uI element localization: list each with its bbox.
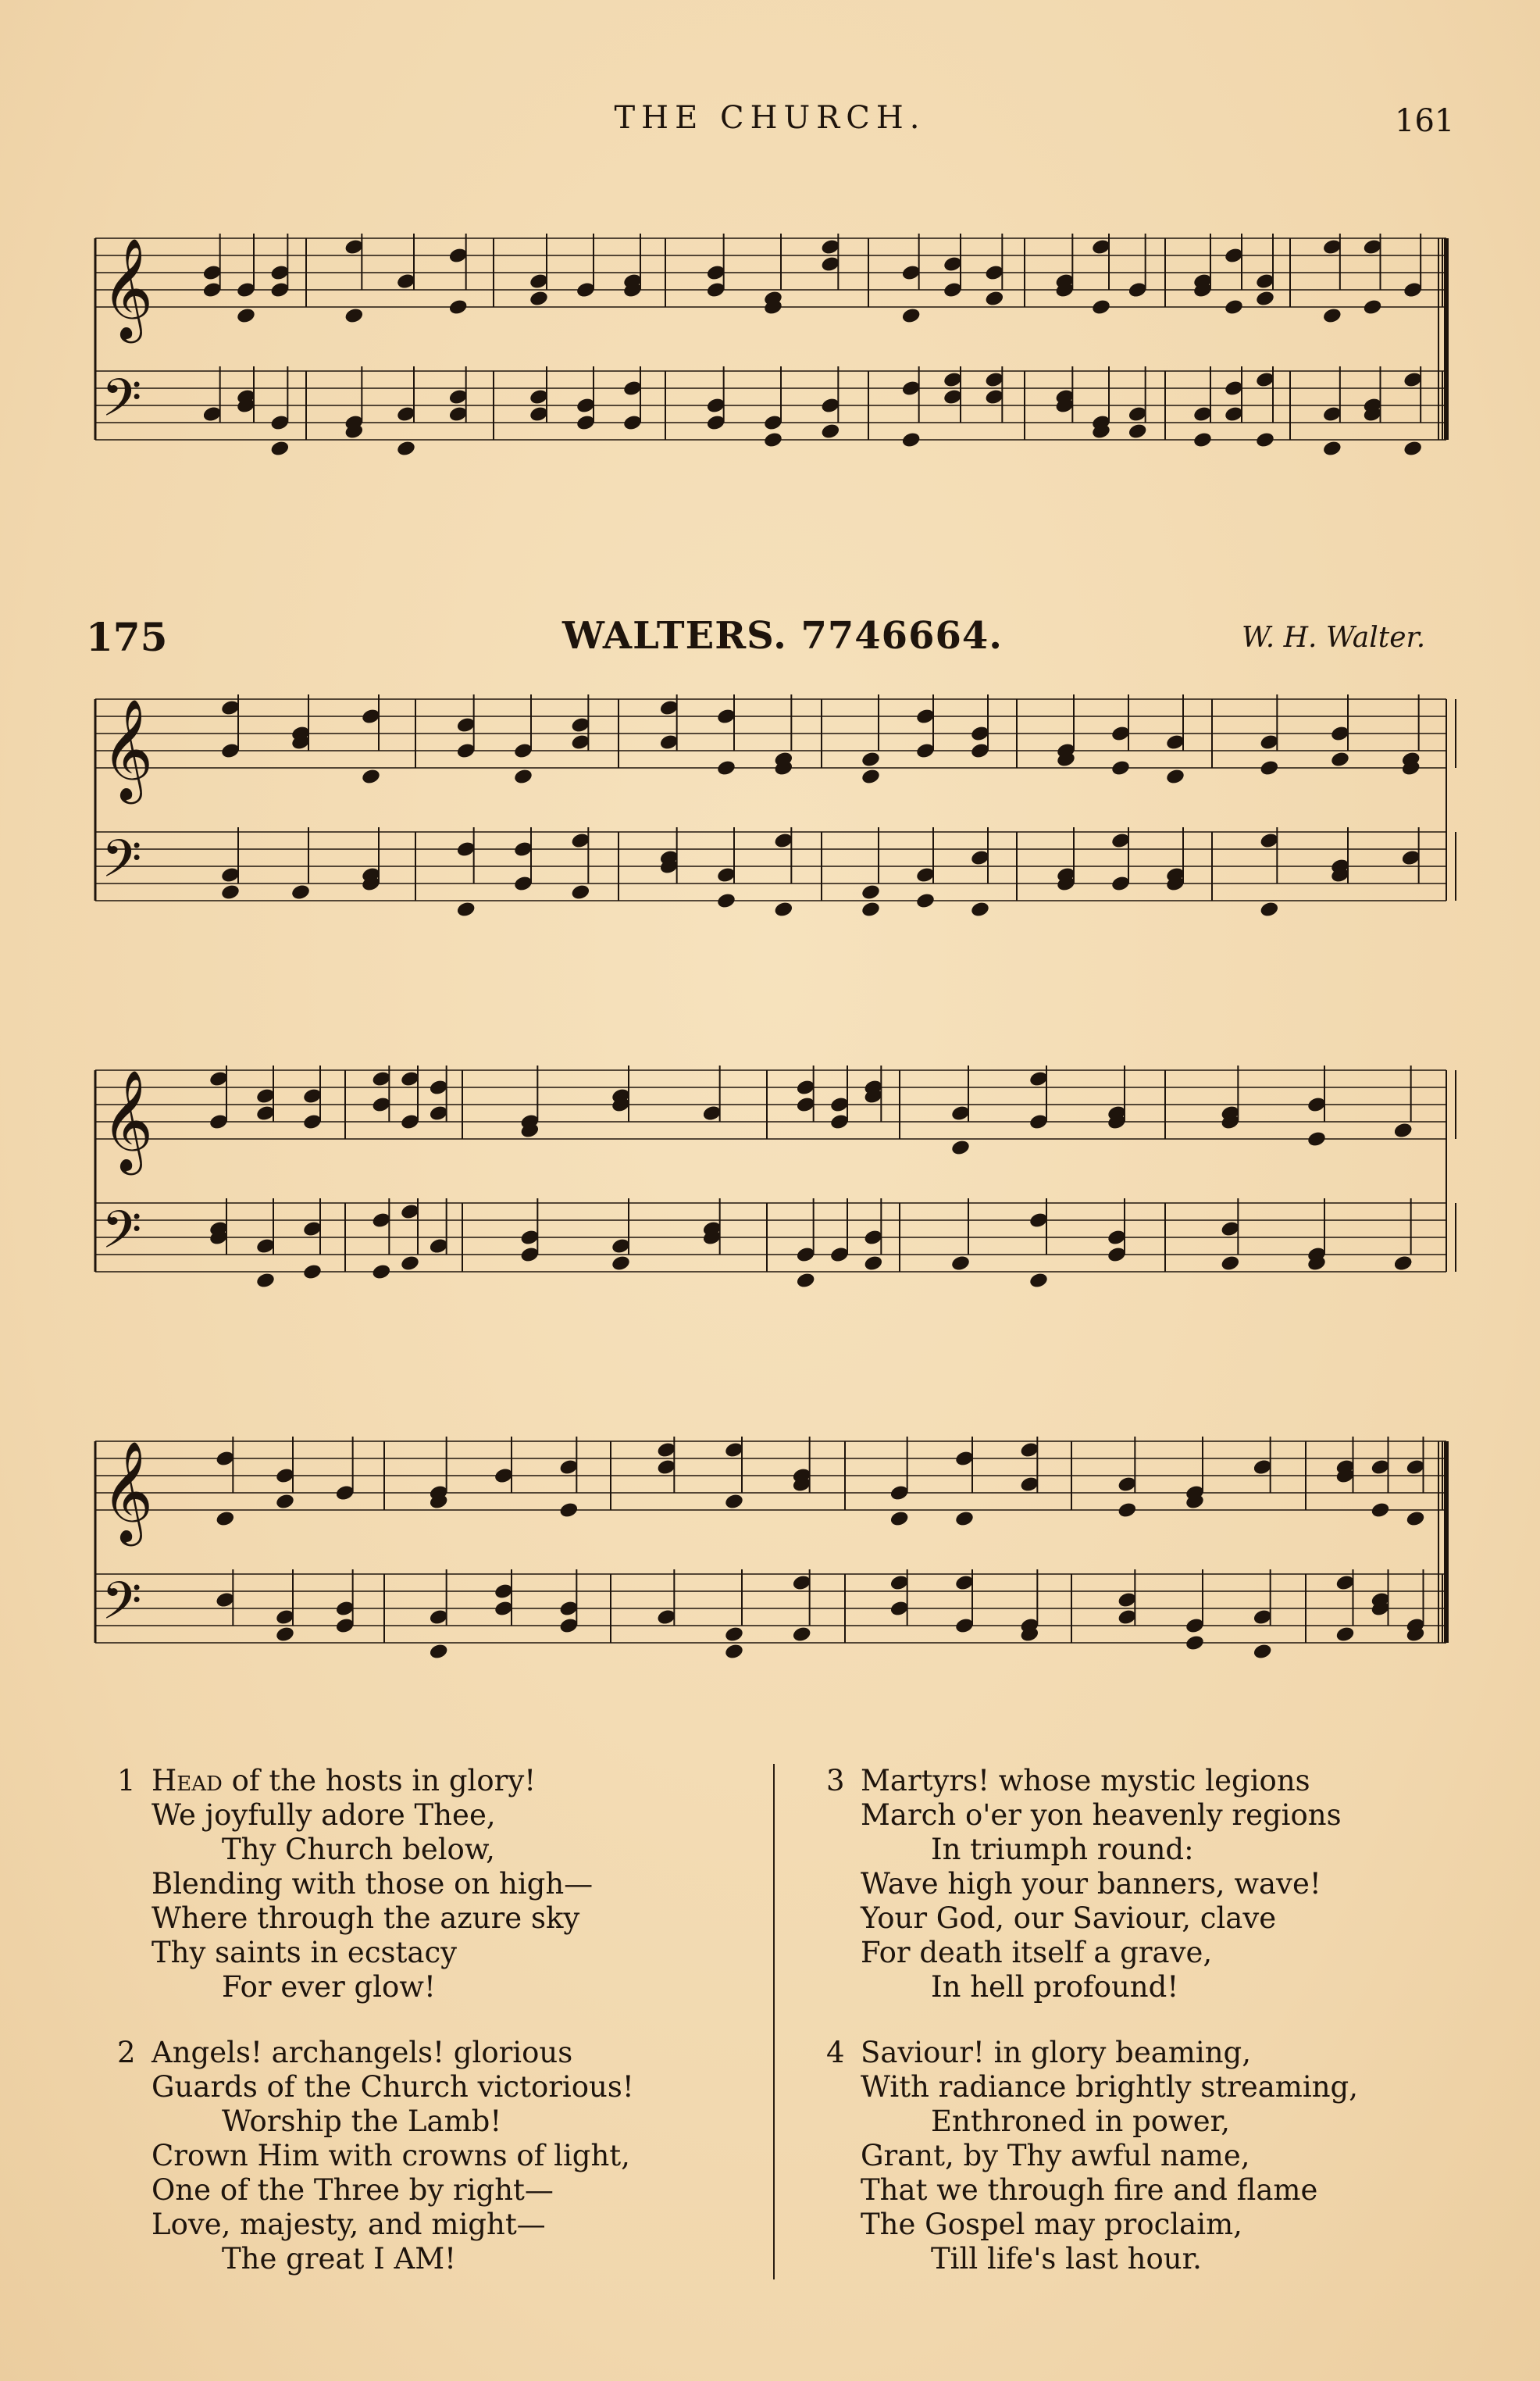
notehead [889,1510,910,1528]
verse-line: The Gospel may proclaim, [861,2208,1242,2241]
notehead [724,1643,744,1661]
bass-clef-icon: 𝄢 [102,1571,142,1644]
verse-line: Your God, our Saviour, clave [861,1901,1277,1935]
notehead [1110,759,1131,777]
notehead [1335,1626,1355,1644]
stanza-4 [826,2036,1420,2276]
verse-line-text: Saviour! in glory beaming, [861,2036,1251,2069]
notehead [861,751,881,769]
verse-line [117,1764,711,1798]
notehead [763,431,783,449]
notehead [1117,1501,1137,1519]
verse-line: Blending with those on high— [152,1867,594,1901]
notehead [275,1493,295,1511]
notehead [1185,1634,1205,1652]
bass-clef-icon: 𝄢 [102,829,142,901]
notehead [724,1493,744,1511]
notehead [863,1255,883,1273]
notehead [901,431,922,449]
music-system-1 [87,687,1462,984]
notehead [513,768,533,786]
notehead [396,440,416,458]
verse-line: Where through the azure sky [152,1901,580,1935]
notehead [1370,1501,1390,1519]
notehead [275,1626,295,1644]
verse-number: 1 [117,1764,136,1797]
verse-line: Wave high your banners, wave! [861,1867,1321,1901]
notehead [861,901,881,919]
verse-line: Thy Church below, [222,1833,495,1866]
initial-word: Head [152,1764,223,1797]
verse-number: 2 [117,2036,136,2069]
notehead [215,1510,235,1528]
verse-line: Crown Him with crowns of light, [152,2139,630,2172]
verse-line: With radiance brightly streaming, [861,2070,1358,2104]
notehead [950,1255,971,1273]
notehead [344,307,364,325]
column-divider [773,1764,775,2279]
notehead [1259,759,1279,777]
page-number: 161 [1395,103,1455,139]
notehead [220,884,241,901]
treble-clef-icon: 𝄞 [102,1440,154,1542]
notehead [1192,431,1213,449]
notehead [1224,298,1244,316]
treble-clef-icon: 𝄞 [102,698,154,800]
notehead [773,901,793,919]
notehead [792,1626,812,1644]
notehead [954,1510,975,1528]
running-title: THE CHURCH. [614,100,926,136]
music-system-2 [87,1062,1462,1359]
verse-line [826,2036,1420,2070]
treble-clef-icon: 𝄞 [102,1069,154,1171]
notehead [1165,768,1185,786]
notehead [1393,1122,1413,1140]
notehead [1393,1255,1413,1273]
notehead [1028,1272,1049,1290]
grand-staff [87,195,1462,523]
notehead [970,901,990,919]
notehead [716,892,736,910]
stanza-2 [117,2036,711,2276]
verse-line: In triumph round: [931,1833,1194,1866]
notehead [950,1139,971,1157]
verse-line [117,2036,711,2070]
stanza-3 [826,1764,1420,2004]
bass-clef-icon: 𝄢 [102,368,142,441]
verse-line: For death itself a grave, [861,1936,1213,1969]
notehead [429,1643,449,1661]
notehead [1322,440,1342,458]
notehead [1255,431,1275,449]
verse-column-left [117,1764,711,2308]
verse-line-text: Head of the hosts in glory! [152,1764,537,1797]
notehead [529,290,549,308]
verse-line-text: Martyrs! whose mystic legions [861,1764,1310,1797]
verse-line: Thy saints in ecstacy [152,1936,458,1969]
notehead [1091,298,1111,316]
notehead [915,892,936,910]
verse-line: March o'er yon heavenly regions [861,1798,1342,1832]
verse-line: Enthroned in power, [931,2104,1231,2138]
hymn-composer: W. H. Walter. [1242,622,1426,654]
notehead [1362,298,1382,316]
notehead [724,1626,744,1644]
verse-line: Till life's last hour. [931,2242,1202,2276]
notehead [1220,1255,1240,1273]
notehead [236,307,256,325]
verse-number: 3 [826,1764,845,1797]
music-system-previous-hymn [87,195,1462,523]
verse-line: Guards of the Church victorious! [152,2070,634,2104]
notehead [371,1263,391,1281]
notehead [255,1272,276,1290]
notehead [269,440,290,458]
notehead [796,1272,816,1290]
notehead [1330,751,1350,769]
notehead [1259,901,1279,919]
verse-number: 4 [826,2036,845,2069]
verse-line: One of the Three by right— [152,2173,554,2207]
notehead [611,1255,631,1273]
notehead [1322,307,1342,325]
notehead [1255,290,1275,308]
grand-staff [87,687,1462,984]
verse-line: The great I AM! [222,2242,456,2276]
treble-clef-icon: 𝄞 [102,237,154,339]
notehead [570,884,590,901]
notehead [1405,1510,1425,1528]
notehead [1253,1643,1273,1661]
notehead [456,901,476,919]
notehead [302,1263,323,1281]
notehead [984,290,1004,308]
notehead [558,1501,579,1519]
notehead [901,307,922,325]
notehead [1403,440,1423,458]
notehead [1128,423,1148,441]
notehead [448,298,469,316]
verse-line: Worship the Lamb! [222,2104,502,2138]
verse-line: Love, majesty, and might— [152,2208,546,2241]
verse-line [826,1764,1420,1798]
hymn-tune-title: WALTERS. 7746664. [562,614,1003,658]
verse-line: In hell profound! [931,1970,1179,2004]
notehead [1307,1130,1327,1148]
verse-column-right [826,1764,1420,2308]
verse-line: Grant, by Thy awful name, [861,2139,1250,2172]
notehead [820,423,840,441]
verse-line: For ever glow! [222,1970,436,2004]
verse-line-text: Angels! archangels! glorious [152,2036,573,2069]
notehead [861,884,881,901]
hymn-verses [117,1764,1460,2279]
stanza-1 [117,1764,711,2004]
hymn-number: 175 [86,614,168,660]
bass-clef-icon: 𝄢 [102,1200,142,1273]
music-system-3 [87,1430,1462,1742]
notehead [291,884,311,901]
notehead [716,759,736,777]
grand-staff [87,1062,1462,1359]
notehead [861,768,881,786]
verse-line: We joyfully adore Thee, [152,1798,496,1832]
grand-staff [87,1430,1462,1742]
notehead [400,1255,420,1273]
verse-line: That we through fire and flame [861,2173,1318,2207]
notehead [361,768,381,786]
